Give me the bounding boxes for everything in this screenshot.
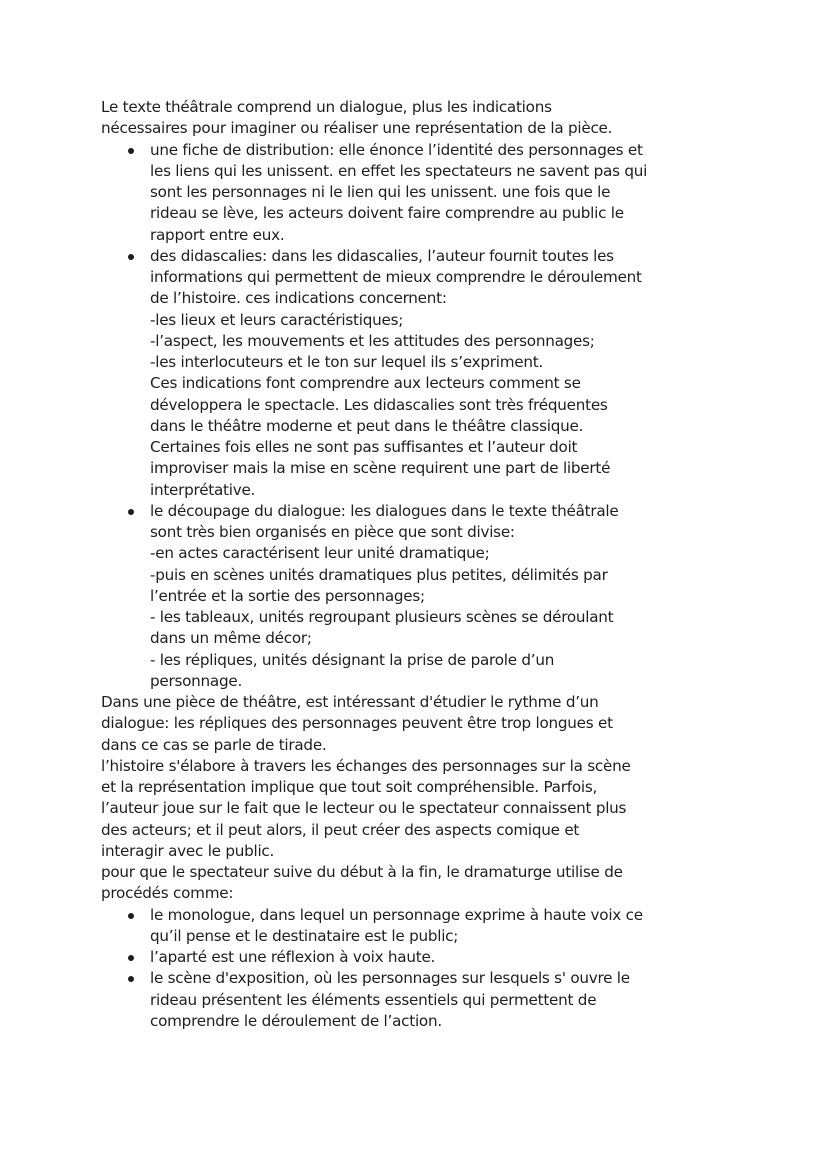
text-line: interprétative. [150, 480, 256, 499]
text-line: -les interlocuteurs et le ton sur lequel ils s’expriment. [150, 353, 544, 371]
text-line: -en actes caractérisent leur unité dramatique; [150, 544, 490, 563]
text-line: -les lieux et leurs caractéristiques; [150, 310, 404, 329]
text-line: développera le spectacle. Les didascalies sont très fréquentes [150, 395, 608, 414]
text-line: des didascalies: dans les didascalies, l’auteur fournit toutes les [150, 246, 614, 265]
text-line: sont très bien organisés en pièce que sont divise: [150, 523, 515, 541]
text-line: pour que le spectateur suive du début à la fin, le dramaturge utilise de [101, 863, 623, 881]
elements-list [101, 140, 741, 693]
middle-paragraphs [101, 692, 741, 905]
text-line: Ces indications font comprendre aux lecteurs comment se [150, 374, 581, 393]
bullet-icon [128, 148, 134, 154]
text-line: dans un même décor; [150, 629, 312, 648]
list-item-monologue [101, 905, 741, 948]
text-line: - les tableaux, unités regroupant plusieurs scènes se déroulant [150, 608, 614, 626]
text-line: et la représentation implique que tout soit compréhensible. Parfois, [101, 778, 598, 796]
text-line: des acteurs; et il peut alors, il peut créer des aspects comique et [101, 820, 580, 839]
text-line: le découpage du dialogue: les dialogues dans le texte théâtrale [150, 501, 619, 520]
list-item-fiche-distribution [101, 140, 741, 246]
text-line: nécessaires pour imaginer ou réaliser une représentation de la pièce. [101, 119, 613, 138]
text-line: personnage. [150, 671, 243, 690]
text-line: -l’aspect, les mouvements et les attitudes des personnages; [150, 331, 595, 350]
text-line: Le texte théâtrale comprend un dialogue, plus les indications [101, 98, 552, 116]
text-line: dialogue: les répliques des personnages peuvent être trop longues et [101, 714, 613, 733]
text-line: une fiche de distribution: elle énonce l’identité des personnages et [150, 140, 643, 159]
text-line: l’histoire s'élabore à travers les échanges des personnages sur la scène [101, 756, 631, 775]
list-item-aparte [101, 947, 741, 968]
bullet-icon [128, 509, 134, 515]
text-line: dans le théâtre moderne et peut dans le théâtre classique. [150, 416, 584, 435]
text-line: procédés comme: [101, 884, 234, 903]
text-line: sont les personnages ni le lien qui les unissent. une fois que le [150, 183, 611, 201]
bullet-icon [128, 913, 134, 919]
text-line: rideau présentent les éléments essentiels qui permettent de [150, 990, 597, 1009]
text-line: Dans une pièce de théâtre, est intéressant d'étudier le rythme d’un [101, 693, 599, 711]
text-line: l’aparté est une réflexion à voix haute. [150, 948, 436, 966]
text-line: de l’histoire. ces indications concernent: [150, 289, 447, 308]
text-line: qu’il pense et le destinataire est le public; [150, 926, 459, 945]
text-line: l’auteur joue sur le fait que le lecteur ou le spectateur connaissent plus [101, 799, 627, 818]
text-line: Certaines fois elles ne sont pas suffisantes et l’auteur doit [150, 438, 578, 456]
text-line: informations qui permettent de mieux comprendre le déroulement [150, 268, 642, 286]
text-line: rideau se lève, les acteurs doivent faire comprendre au public le [150, 204, 624, 223]
bullet-icon [128, 955, 134, 961]
text-line: rapport entre eux. [150, 225, 285, 244]
text-line: comprendre le déroulement de l’action. [150, 1011, 442, 1030]
text-line: les liens qui les unissent. en effet les spectateurs ne savent pas qui [150, 161, 648, 180]
text-line: -puis en scènes unités dramatiques plus petites, délimités par [150, 565, 608, 584]
text-line: improviser mais la mise en scène requirent une part de liberté [150, 459, 611, 478]
text-line: dans ce cas se parle de tirade. [101, 735, 327, 754]
list-item-scene-exposition [101, 968, 741, 1032]
list-item-didascalies [101, 246, 741, 501]
intro-paragraph [101, 97, 741, 140]
bullet-icon [128, 254, 134, 260]
procedes-list [101, 905, 741, 1033]
text-line: l’entrée et la sortie des personnages; [150, 586, 425, 605]
document-page [101, 97, 741, 1032]
text-line: le scène d'exposition, où les personnages sur lesquels s' ouvre le [150, 969, 630, 988]
text-line: le monologue, dans lequel un personnage exprime à haute voix ce [150, 905, 643, 924]
text-line: - les répliques, unités désignant la prise de parole d’un [150, 650, 555, 669]
text-line: interagir avec le public. [101, 841, 275, 860]
list-item-decoupage-dialogue [101, 501, 741, 692]
bullet-icon [128, 976, 134, 982]
